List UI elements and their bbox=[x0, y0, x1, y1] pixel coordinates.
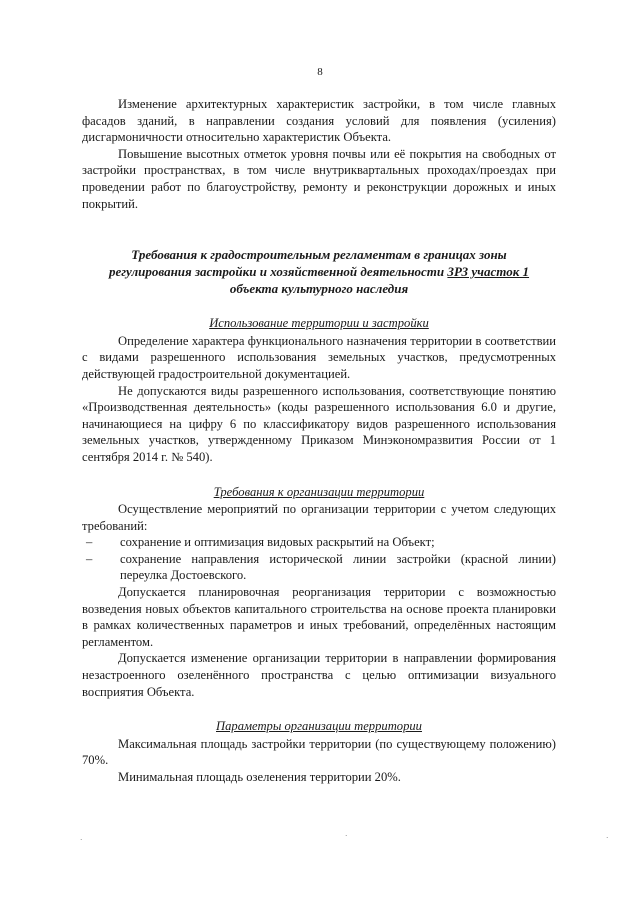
section-heading-line-3: объекта культурного наследия bbox=[229, 281, 409, 297]
scan-speck: · bbox=[606, 834, 609, 842]
requirement-item-1 bbox=[82, 534, 556, 551]
organization-paragraph-3: Допускается изменение организации территории в направлении формирования незастроенного озеленённого пространства с целью оптимизации визуального восприятия Объекта. bbox=[82, 651, 556, 699]
section-heading-line-2 bbox=[82, 263, 556, 280]
scan-speck: · bbox=[345, 832, 348, 840]
section-heading-zone-code: ЗРЗ участок 1 bbox=[447, 264, 530, 280]
dash-marker: – bbox=[86, 535, 93, 550]
organization-paragraph-1: Осуществление мероприятий по организации территории с учетом следующих требований: bbox=[82, 502, 556, 533]
usage-paragraph-2: Не допускаются виды разрешенного использования, соответствующие понятию «Производственная деятельность» (коды разрешенного использования 6.0 и другие, начинающиеся на цифру 6 по классификатору видов разрешенного использования земельных участков, утвержденному Приказом Минэкономразвития России от 1 сентября 2014 г. № 540). bbox=[82, 383, 556, 464]
requirement-item-text: сохранение и оптимизация видовых раскрытий на Объект; bbox=[120, 535, 435, 550]
organization-subheading: Требования к организации территории bbox=[213, 484, 425, 499]
scan-speck: · bbox=[80, 836, 83, 844]
requirement-item-text: сохранение направления исторической линии застройки (красной линии) переулка Достоевского. bbox=[120, 551, 556, 583]
section-heading-line-1: Требования к градостроительным регламентам в границах зоны bbox=[131, 247, 507, 263]
section-heading bbox=[82, 246, 556, 297]
document-body bbox=[82, 96, 556, 786]
usage-paragraph-1: Определение характера функционального назначения территории в соответствии с видами разрешенного использования земельных участков, предусмотренных действующей градостроительной документацией. bbox=[82, 333, 556, 381]
page-number: 8 bbox=[317, 66, 323, 78]
parameters-paragraph-1: Максимальная площадь застройки территории (по существующему положению) 70%. bbox=[82, 736, 556, 768]
intro-paragraph-1: Изменение архитектурных характеристик застройки, в том числе главных фасадов зданий, в направлении создания условий для появления (усиления) дисгармоничности относительно характеристик Объекта. bbox=[82, 97, 556, 145]
intro-paragraph-2: Повышение высотных отметок уровня почвы или её покрытия на свободных от застройки пространствах, в том числе внутриквартальных проходах/проездах при проведении работ по благоустройству, ремонту и реконструкции дорожных и иных покрытий. bbox=[82, 146, 556, 211]
parameters-paragraph-2: Минимальная площадь озеленения территории 20%. bbox=[118, 770, 401, 784]
section-heading-line-2-prefix: регулирования застройки и хозяйственной деятельности bbox=[108, 264, 448, 280]
organization-paragraph-2: Допускается планировочная реорганизация территории с возможностью возведения новых объектов капитального строительства на основе проекта планировки в рамках количественных параметров и иных требований, определённых настоящим регламентом. bbox=[82, 585, 556, 649]
parameters-subheading: Параметры организации территории bbox=[216, 719, 422, 734]
usage-subheading: Использование территории и застройки bbox=[209, 316, 429, 331]
requirement-item-2 bbox=[82, 551, 556, 584]
dash-marker: – bbox=[86, 551, 93, 566]
